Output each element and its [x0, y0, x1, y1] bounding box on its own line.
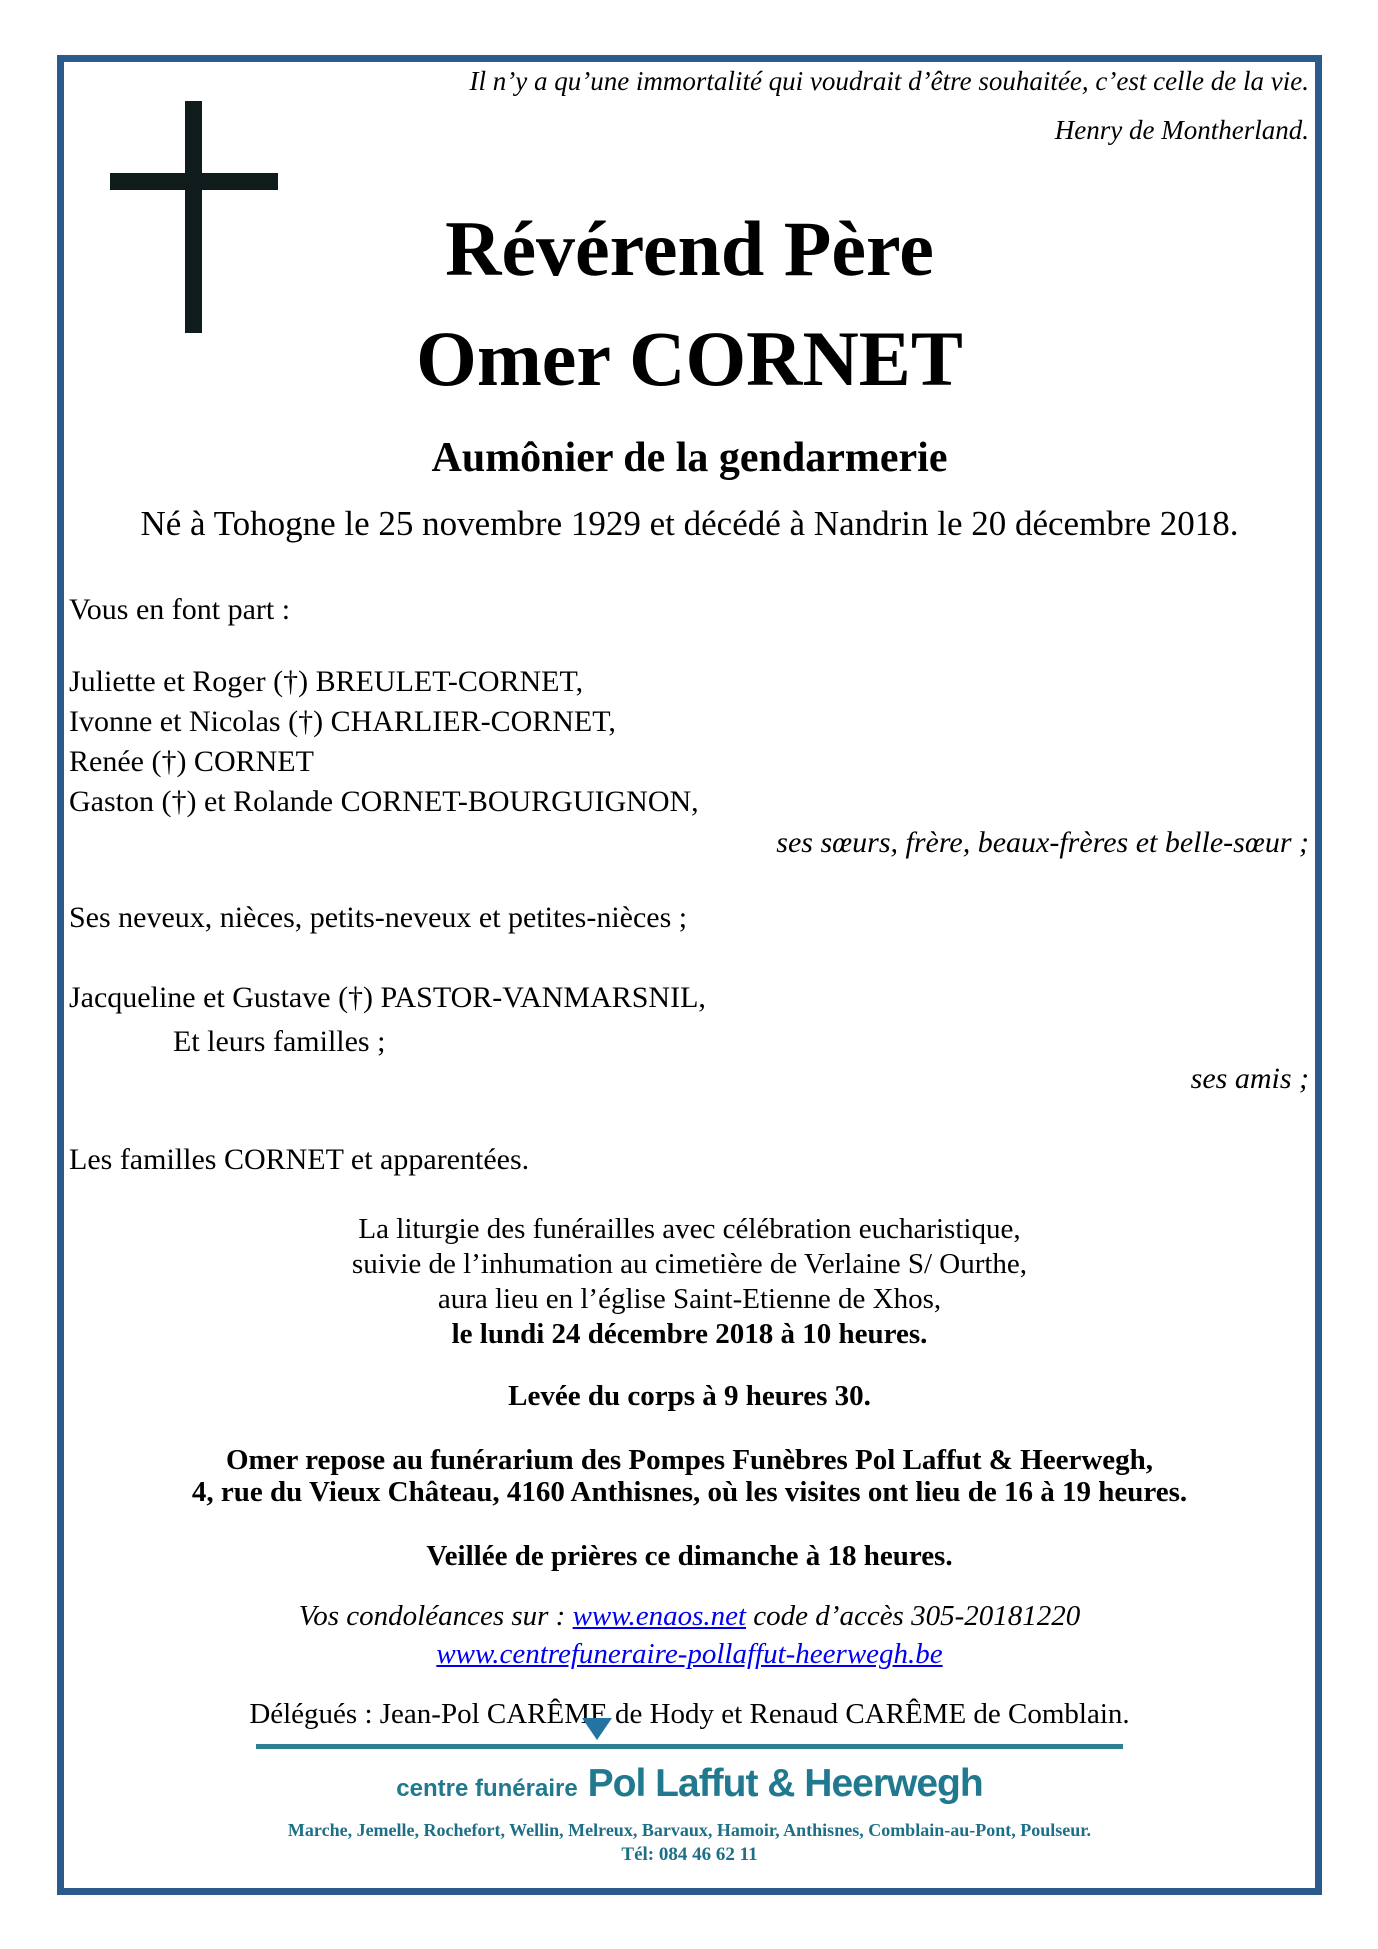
pastor-line: Jacqueline et Gustave (†) PASTOR-VANMARSNIL,: [69, 981, 706, 1014]
delegates-line: Délégués : Jean-Pol CARÊME de Hody et Renaud CARÊME de Comblain.: [249, 1698, 1130, 1730]
footer-locations: Marche, Jemelle, Rochefort, Wellin, Melreux, Barvaux, Hamoir, Anthisnes, Comblain-au-Pont, Poulseur.: [287, 1820, 1092, 1840]
footer-phone: Tél: 084 46 62 11: [621, 1844, 758, 1865]
logo-large-wrap: [588, 1762, 983, 1806]
funeral-home-website-link[interactable]: www.centrefuneraire-pollaffut-heerwegh.be: [436, 1638, 943, 1670]
nephews-line: Ses neveux, nièces, petits-neveux et petites-nièces ;: [69, 901, 688, 934]
liturgy-date-line: le lundi 24 décembre 2018 à 10 heures.: [451, 1318, 928, 1350]
page-border-frame: [57, 55, 1322, 1895]
relation-siblings: ses sœurs, frère, beaux-frères et belle-sœur ;: [776, 826, 1309, 859]
announcement-intro: Vous en font part :: [69, 593, 291, 626]
condolences-prefix: Vos condoléances sur :: [298, 1600, 573, 1632]
levee-line: Levée du corps à 9 heures 30.: [508, 1380, 871, 1412]
repose-address-line: 4, rue du Vieux Château, 4160 Anthisnes, où les visites ont lieu de 16 à 19 heures.: [191, 1476, 1188, 1508]
deceased-name: Omer CORNET: [416, 315, 963, 402]
family-line: Ivonne et Nicolas (†) CHARLIER-CORNET,: [69, 705, 616, 738]
epigraph-block: [64, 64, 1309, 147]
repose-block: [64, 1444, 1315, 1508]
condolences-access-code: code d’accès 305-20181220: [746, 1600, 1081, 1632]
deceased-honorific: Révérend Père: [445, 205, 934, 292]
cross-horizontal-bar: [110, 173, 278, 190]
funeral-home-logo: [64, 1762, 1315, 1806]
footer-divider: [256, 1744, 1123, 1749]
liturgy-line: suivie de l’inhumation au cimetière de Verlaine S/ Ourthe,: [351, 1248, 1028, 1280]
repose-line: Omer repose au funérarium des Pompes Funèbres Pol Laffut & Heerwegh,: [225, 1444, 1154, 1476]
family-list: [69, 662, 1310, 822]
epigraph-text: Il n’y a qu’une immortalité qui voudrait d’être souhaitée, c’est celle de la vie.: [469, 66, 1309, 96]
related-families-line: Les familles CORNET et apparentées.: [69, 1143, 530, 1176]
veillee-line: Veillée de prières ce dimanche à 18 heures.: [426, 1540, 953, 1572]
family-line: Renée (†) CORNET: [69, 745, 314, 778]
epigraph-attribution: Henry de Montherland.: [1054, 115, 1309, 145]
logo-triangle-icon: [582, 1718, 612, 1740]
liturgy-block: [64, 1212, 1315, 1352]
condolences-line: [64, 1600, 1315, 1633]
family-line: Gaston (†) et Rolande CORNET-BOURGUIGNON,: [69, 785, 699, 818]
family-line: Juliette et Roger (†) BREULET-CORNET,: [69, 665, 584, 698]
enaos-link[interactable]: www.enaos.net: [572, 1600, 747, 1632]
liturgy-line: aura lieu en l’église Saint-Etienne de Xhos,: [437, 1283, 942, 1315]
funeral-home-link-line: [64, 1638, 1315, 1671]
life-dates-line: Né à Tohogne le 25 novembre 1929 et décédé à Nandrin le 20 décembre 2018.: [140, 504, 1239, 543]
liturgy-line: La liturgie des funérailles avec célébration eucharistique,: [358, 1213, 1021, 1245]
relation-friends: ses amis ;: [1190, 1062, 1309, 1095]
deceased-role: Aumônier de la gendarmerie: [431, 435, 948, 481]
their-families-line: Et leurs familles ;: [173, 1025, 386, 1058]
logo-brand-name: Pol Laffut & Heerwegh: [587, 1762, 983, 1805]
logo-small-text: centre funéraire: [396, 1775, 578, 1802]
